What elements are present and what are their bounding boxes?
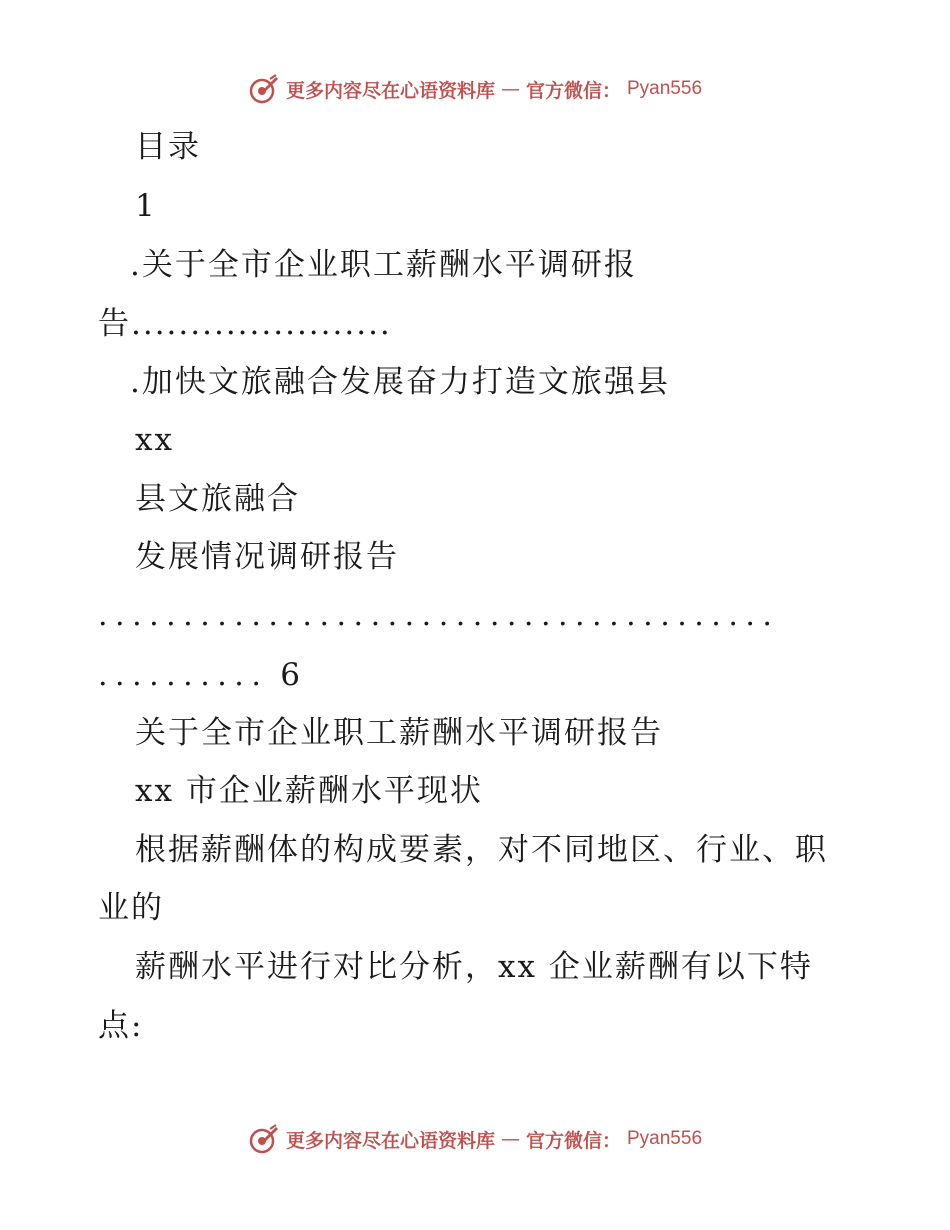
toc-item-2-xx: xx [135,422,174,458]
quill-pen-logo-icon [248,1123,280,1155]
paragraph-1-line-2: 业的 [98,890,164,926]
toc-heading: 目录 [135,129,201,165]
watermark-header [0,73,950,105]
paragraph-1-line-1: 根据薪酬体的构成要素，对不同地区、行业、职 [135,832,828,868]
watermark-handle: Pyan556 [627,78,703,99]
watermark-site-text: 更多内容尽在心语资料库 [285,1129,495,1152]
quill-pen-logo-icon [248,73,280,105]
watermark-footer [0,1123,950,1155]
toc-number: 1 [135,188,157,224]
toc-item-2-page-line [98,655,302,696]
watermark-site-text: 更多内容尽在心语资料库 [285,79,495,102]
toc-item-2-leader-dots: ........................................ [98,598,780,633]
watermark-dash: — [500,78,520,100]
toc-item-2-leader-dots-2: .......... [98,658,269,693]
watermark-dash: — [500,1128,520,1150]
watermark-wechat-label: 官方微信： [525,79,621,102]
paragraph-2-line-1: 薪酬水平进行对比分析，xx 企业薪酬有以下特 [135,949,813,985]
toc-item-1-continuation: 告...................... [98,306,392,342]
document-title: 关于全市企业职工薪酬水平调研报告 [135,715,663,751]
watermark-wechat-label: 官方微信： [525,1129,621,1152]
toc-item-2-page-number: 6 [280,657,302,693]
section-heading: xx 市企业薪酬水平现状 [135,773,483,809]
paragraph-2-line-2: 点: [98,1008,144,1044]
toc-item-1-title: .关于全市企业职工薪酬水平调研报 [130,247,637,283]
toc-item-2-title: .加快文旅融合发展奋力打造文旅强县 [130,364,670,400]
toc-item-2-line4: 发展情况调研报告 [135,539,399,575]
watermark-handle: Pyan556 [627,1128,703,1149]
toc-item-2-line3: 县文旅融合 [135,481,300,517]
